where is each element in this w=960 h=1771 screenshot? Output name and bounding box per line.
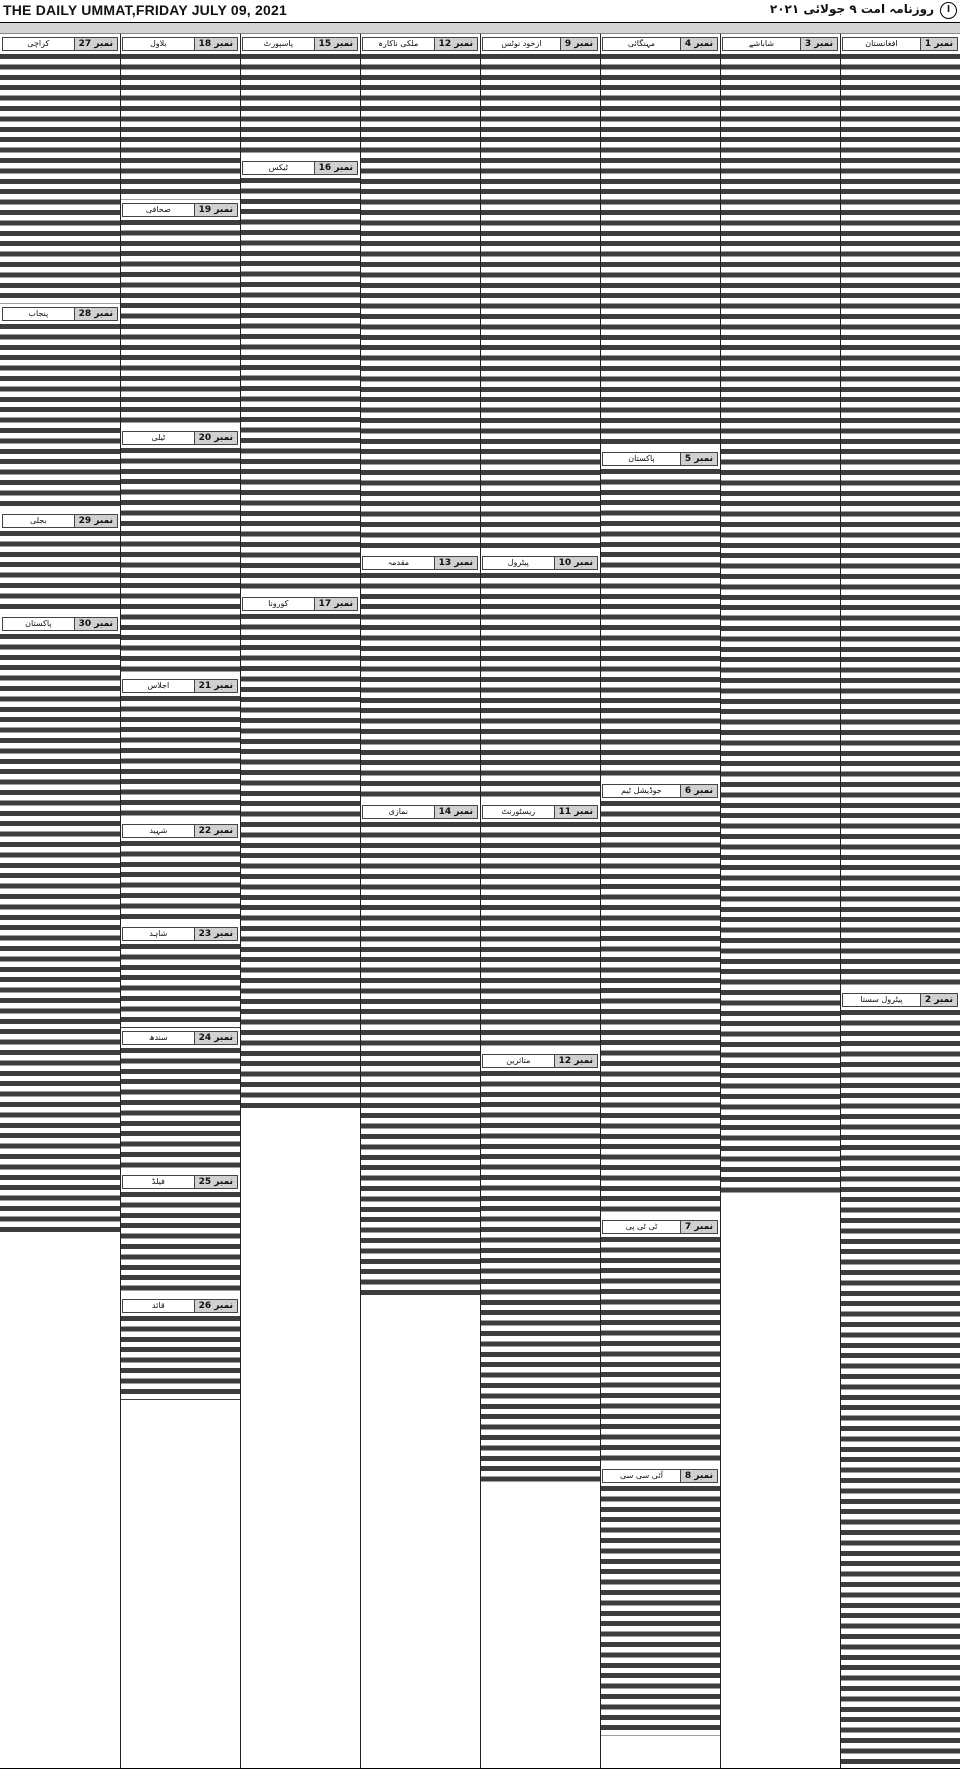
section-header xyxy=(602,784,718,798)
article-text-block xyxy=(600,469,720,781)
section-number: نمبر 11 xyxy=(554,805,598,819)
article-text-block xyxy=(360,822,480,1300)
column-rule xyxy=(120,34,121,1769)
section-header xyxy=(122,37,238,51)
section-label: پاکستان xyxy=(602,452,680,466)
section-label: متاثرین xyxy=(482,1054,554,1068)
section-header xyxy=(842,993,958,1007)
bottom-rule xyxy=(0,1768,960,1769)
section-header xyxy=(362,37,478,51)
column-rule xyxy=(360,34,361,1769)
article-text-block xyxy=(360,573,480,802)
section-number: نمبر 28 xyxy=(74,307,118,321)
section-number: نمبر 16 xyxy=(314,161,358,175)
section-header xyxy=(2,514,118,528)
section-number: نمبر 17 xyxy=(314,597,358,611)
article-text-block xyxy=(240,178,360,594)
column-rule xyxy=(240,34,241,1769)
masthead-title-urdu: روزنامہ امت ۹ جولائی ۲۰۲۱ xyxy=(769,2,934,16)
news-column-1 xyxy=(840,34,960,1769)
section-header xyxy=(122,824,238,838)
section-number: نمبر 15 xyxy=(314,37,358,51)
section-header xyxy=(362,556,478,570)
section-label: ملکی ناکارہ xyxy=(362,37,434,51)
article-text-block xyxy=(720,54,840,1198)
article-text-block xyxy=(600,801,720,1217)
section-number: نمبر 12 xyxy=(434,37,478,51)
section-label: شاہد xyxy=(122,927,194,941)
section-number: نمبر 27 xyxy=(74,37,118,51)
section-header xyxy=(842,37,958,51)
section-header xyxy=(2,617,118,631)
section-label: افغانستان xyxy=(842,37,920,51)
section-header xyxy=(482,805,598,819)
news-column-4 xyxy=(480,34,600,1769)
news-column-8 xyxy=(0,34,120,1769)
section-number: نمبر 6 xyxy=(680,784,718,798)
section-label: فیلڈ xyxy=(122,1175,194,1189)
section-label: پنجاب xyxy=(2,307,74,321)
section-label: پیٹرول سستا xyxy=(842,993,920,1007)
article-text-block xyxy=(0,54,120,304)
section-number: نمبر 21 xyxy=(194,679,238,693)
section-header xyxy=(482,1054,598,1068)
article-text-block xyxy=(840,1010,960,1769)
section-header xyxy=(122,679,238,693)
section-label: پاکستان xyxy=(2,617,74,631)
article-text-block xyxy=(120,1192,240,1296)
section-label: جوڈیشل ٹیم xyxy=(602,784,680,798)
article-text-block xyxy=(0,634,120,1237)
section-number: نمبر 19 xyxy=(194,203,238,217)
section-number: نمبر 8 xyxy=(680,1469,718,1483)
news-column-7 xyxy=(120,34,240,1769)
article-text-block xyxy=(480,573,600,802)
header-divider-bar xyxy=(0,23,960,34)
section-header xyxy=(242,161,358,175)
section-label: شاباشے xyxy=(722,37,800,51)
news-column-5 xyxy=(360,34,480,1769)
section-label: بجلی xyxy=(2,514,74,528)
section-header xyxy=(722,37,838,51)
section-header xyxy=(122,1031,238,1045)
section-header xyxy=(2,37,118,51)
section-number: نمبر 30 xyxy=(74,617,118,631)
section-number: نمبر 24 xyxy=(194,1031,238,1045)
section-number: نمبر 22 xyxy=(194,824,238,838)
section-header xyxy=(362,805,478,819)
section-header xyxy=(122,1175,238,1189)
news-column-2 xyxy=(720,34,840,1769)
masthead xyxy=(0,0,960,23)
section-label: ٹیکس xyxy=(242,161,314,175)
section-label: مہنگائی xyxy=(602,37,680,51)
section-number: نمبر 2 xyxy=(920,993,958,1007)
section-header xyxy=(602,37,718,51)
section-header xyxy=(242,37,358,51)
section-label: شہید xyxy=(122,824,194,838)
section-number: نمبر 5 xyxy=(680,452,718,466)
article-text-block xyxy=(600,1486,720,1736)
section-number: نمبر 3 xyxy=(800,37,838,51)
section-number: نمبر 29 xyxy=(74,514,118,528)
section-label: ٹیلی xyxy=(122,431,194,445)
article-text-block xyxy=(480,54,600,553)
section-number: نمبر 10 xyxy=(554,556,598,570)
section-header xyxy=(122,203,238,217)
article-text-block xyxy=(600,54,720,449)
section-header xyxy=(482,556,598,570)
article-text-block xyxy=(0,531,120,614)
article-text-block xyxy=(600,1237,720,1466)
section-label: ریسٹورنٹ xyxy=(482,805,554,819)
section-header xyxy=(602,452,718,466)
news-column-6 xyxy=(240,34,360,1769)
section-number: نمبر 7 xyxy=(680,1220,718,1234)
article-text-block xyxy=(120,54,240,200)
section-number: نمبر 14 xyxy=(434,805,478,819)
section-number: نمبر 13 xyxy=(434,556,478,570)
column-rule xyxy=(600,34,601,1769)
article-text-block xyxy=(120,448,240,677)
article-text-block xyxy=(840,54,960,990)
section-number: نمبر 18 xyxy=(194,37,238,51)
section-header xyxy=(122,431,238,445)
section-header xyxy=(122,927,238,941)
article-text-block xyxy=(0,324,120,511)
news-column-3 xyxy=(600,34,720,1769)
article-text-block xyxy=(480,822,600,1051)
section-header xyxy=(482,37,598,51)
section-number: نمبر 12 xyxy=(554,1054,598,1068)
article-text-block xyxy=(120,841,240,924)
section-number: نمبر 23 xyxy=(194,927,238,941)
section-label: صحافی xyxy=(122,203,194,217)
masthead-title-english: THE DAILY UMMAT,FRIDAY JULY 09, 2021 xyxy=(3,2,287,18)
column-rule xyxy=(840,34,841,1769)
article-text-block xyxy=(120,696,240,821)
section-label: آئی سی سی xyxy=(602,1469,680,1483)
section-label: ازخود نوٹس xyxy=(482,37,560,51)
section-label: سندھ xyxy=(122,1031,194,1045)
section-label: پیٹرول xyxy=(482,556,554,570)
section-number: نمبر 9 xyxy=(560,37,598,51)
section-label: پاسپورٹ xyxy=(242,37,314,51)
section-header xyxy=(242,597,358,611)
section-label: کورونا xyxy=(242,597,314,611)
section-number: نمبر 26 xyxy=(194,1299,238,1313)
article-text-block xyxy=(240,614,360,1113)
section-label: قائد xyxy=(122,1299,194,1313)
article-text-block xyxy=(120,1048,240,1173)
section-label: بلاول xyxy=(122,37,194,51)
section-header xyxy=(602,1220,718,1234)
article-text-block xyxy=(120,1316,240,1399)
section-label: کراچی xyxy=(2,37,74,51)
section-header xyxy=(602,1469,718,1483)
article-text-block xyxy=(480,1071,600,1487)
section-label: مقدمہ xyxy=(362,556,434,570)
section-number: نمبر 20 xyxy=(194,431,238,445)
article-text-block xyxy=(360,54,480,553)
article-text-block xyxy=(240,54,360,158)
section-number: نمبر 1 xyxy=(920,37,958,51)
article-text-block xyxy=(120,944,240,1027)
section-label: نمازی xyxy=(362,805,434,819)
ummat-logo-icon: ا xyxy=(940,2,957,19)
section-number: نمبر 4 xyxy=(680,37,718,51)
section-header xyxy=(122,1299,238,1313)
section-label: ٹی ٹی پی xyxy=(602,1220,680,1234)
column-rule xyxy=(480,34,481,1769)
column-rule xyxy=(720,34,721,1769)
article-text-block xyxy=(120,220,240,428)
section-number: نمبر 25 xyxy=(194,1175,238,1189)
section-label: اجلاس xyxy=(122,679,194,693)
section-header xyxy=(2,307,118,321)
